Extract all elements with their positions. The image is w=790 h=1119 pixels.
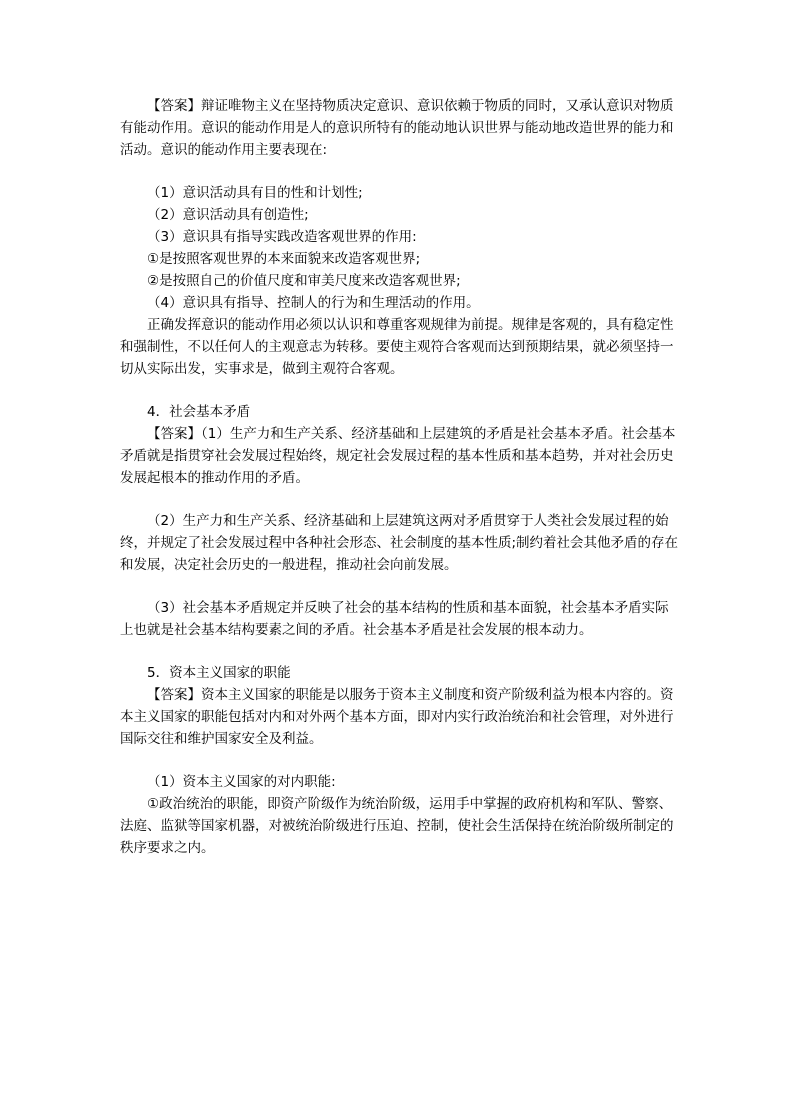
section-heading-5: 5．资本主义国家的职能 bbox=[147, 665, 291, 681]
political-rule-paragraph: ①政治统治的职能，即资产阶级作为统治阶级，运用手中掌握的政府机构和军队、警察、法庭、监狱等国家机器，对被统治阶级进行压迫、控制，使社会生活保持在统治阶级所制定的秩序要求之内。 bbox=[120, 796, 674, 856]
conclusion-paragraph: 正确发挥意识的能动作用必须以认识和尊重客观规律为前提。规律是客观的，具有稳定性和强制性，不以任何人的主观意志为转移。要使主观符合客观而达到预期结果，就必须坚持一切从实际出发，实事求是，做到主观符合客观。 bbox=[120, 317, 674, 377]
contradiction-point-3: （3）社会基本矛盾规定并反映了社会的基本结构的性质和基本面貌，社会基本矛盾实际上也就是社会基本结构要素之间的矛盾。社会基本矛盾是社会发展的根本动力。 bbox=[120, 600, 669, 638]
list-item-2: （2）意识活动具有创造性; bbox=[147, 207, 309, 223]
list-item-1: （1）意识活动具有目的性和计划性; bbox=[147, 185, 363, 201]
document-page bbox=[120, 95, 680, 859]
list-item-4: （4）意识具有指导、控制人的行为和生理活动的作用。 bbox=[147, 295, 480, 311]
sub-item-2: ②是按照自己的价值尺度和审美尺度来改造客观世界; bbox=[147, 273, 461, 289]
sub-item-1: ①是按照客观世界的本来面貌来改造客观世界; bbox=[147, 251, 421, 267]
section-heading-4: 4．社会基本矛盾 bbox=[147, 404, 251, 420]
list-item-3: （3）意识具有指导实践改造客观世界的作用: bbox=[147, 229, 417, 245]
contradiction-point-2: （2）生产力和生产关系、经济基础和上层建筑这两对矛盾贯穿于人类社会发展过程的始终，并规定了社会发展过程中各种社会形态、社会制度的基本性质;制约着社会其他矛盾的存在和发展，决定社会历史的一般进程，推动社会向前发展。 bbox=[120, 513, 679, 573]
answer-paragraph-contradiction: 【答案】（1）生产力和生产关系、经济基础和上层建筑的矛盾是社会基本矛盾。社会基本矛盾就是指贯穿社会发展过程始终，规定社会发展过程的基本性质和基本趋势，并对社会历史发展起根本的推动作用的矛盾。 bbox=[120, 426, 676, 486]
answer-paragraph-state-functions: 【答案】资本主义国家的职能是以服务于资本主义制度和资产阶级利益为根本内容的。资本主义国家的职能包括对内和对外两个基本方面，即对内实行政治统治和社会管理，对外进行国际交往和维护国家安全及利益。 bbox=[120, 687, 674, 747]
state-function-item-1: （1）资本主义国家的对内职能: bbox=[147, 774, 336, 790]
answer-paragraph-consciousness: 【答案】辩证唯物主义在坚持物质决定意识、意识依赖于物质的同时，又承认意识对物质有能动作用。意识的能动作用是人的意识所特有的能动地认识世界与能动地改造世界的能力和活动。意识的能动作用主要表现在: bbox=[120, 98, 674, 158]
